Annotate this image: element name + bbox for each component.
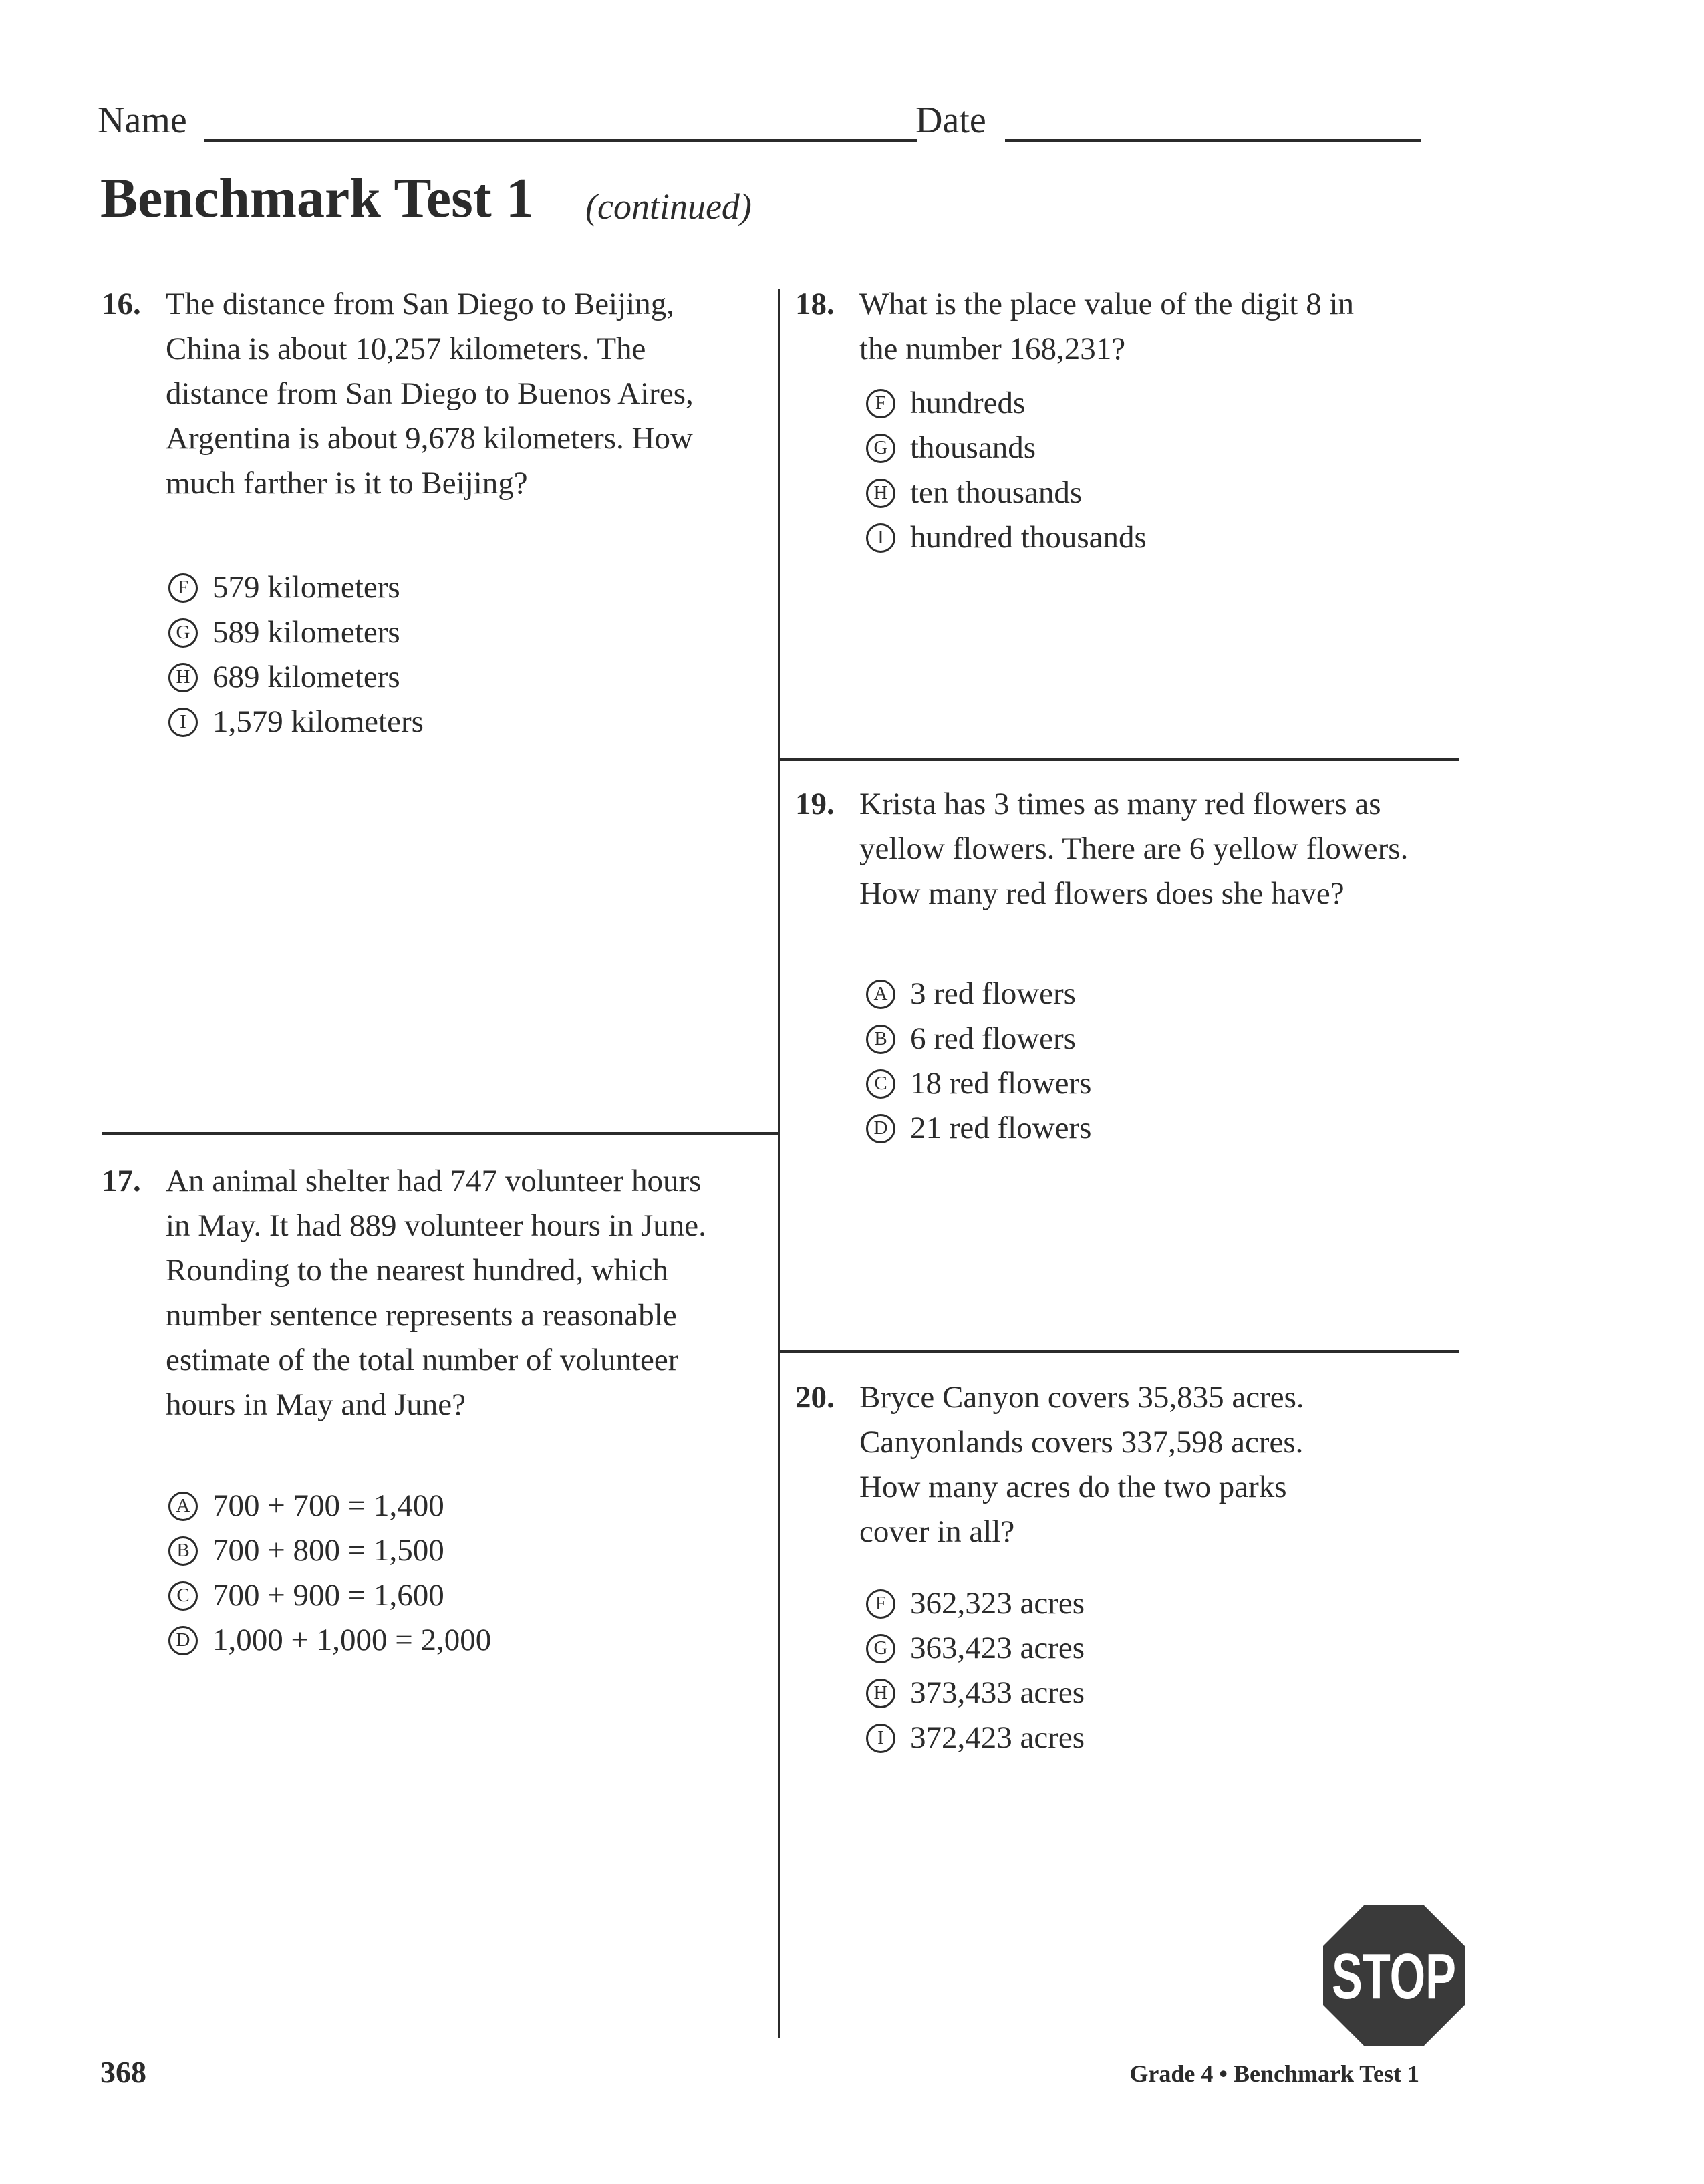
question-19 bbox=[795, 782, 1457, 916]
page-number: 368 bbox=[100, 2055, 146, 2089]
stem-line: Bryce Canyon covers 35,835 acres. bbox=[859, 1380, 1304, 1415]
bubble-icon[interactable]: A bbox=[866, 980, 895, 1009]
date-label: Date bbox=[915, 100, 986, 141]
choices-20 bbox=[866, 1581, 1085, 1760]
answer-choice[interactable] bbox=[866, 972, 1091, 1016]
bubble-icon[interactable]: G bbox=[866, 1634, 895, 1663]
choice-text: 689 kilometers bbox=[212, 660, 400, 694]
name-label: Name bbox=[98, 100, 187, 141]
answer-choice[interactable] bbox=[866, 470, 1147, 515]
footer-label: Grade 4 • Benchmark Test 1 bbox=[1129, 2060, 1419, 2087]
choice-text: 18 red flowers bbox=[910, 1066, 1092, 1101]
choice-text: 6 red flowers bbox=[910, 1021, 1076, 1056]
answer-choice[interactable] bbox=[866, 426, 1147, 470]
choice-text: 362,323 acres bbox=[910, 1586, 1085, 1621]
bubble-icon[interactable]: B bbox=[866, 1025, 895, 1054]
choice-text: 373,433 acres bbox=[910, 1675, 1085, 1710]
answer-choice[interactable] bbox=[866, 515, 1147, 560]
choice-text: hundred thousands bbox=[910, 520, 1147, 555]
stem-line: much farther is it to Beijing? bbox=[166, 466, 528, 501]
answer-choice[interactable] bbox=[866, 1106, 1091, 1151]
bubble-icon[interactable]: G bbox=[168, 618, 198, 648]
bubble-icon[interactable]: H bbox=[866, 479, 895, 508]
stem-line: estimate of the total number of volunteer bbox=[166, 1343, 679, 1377]
choice-text: 579 kilometers bbox=[212, 570, 400, 605]
stem-line: Rounding to the nearest hundred, which bbox=[166, 1253, 668, 1288]
answer-choice[interactable] bbox=[866, 1671, 1085, 1716]
bubble-icon[interactable]: C bbox=[866, 1069, 895, 1099]
bubble-icon[interactable]: D bbox=[168, 1626, 198, 1655]
page-title: Benchmark Test 1 bbox=[100, 167, 534, 229]
choice-text: 3 red flowers bbox=[910, 976, 1076, 1011]
bubble-icon[interactable]: I bbox=[168, 708, 198, 737]
choice-text: 1,579 kilometers bbox=[212, 704, 424, 739]
question-stem bbox=[859, 282, 1457, 372]
choice-text: 372,423 acres bbox=[910, 1720, 1085, 1755]
answer-choice[interactable] bbox=[866, 1581, 1085, 1626]
page-subtitle: (continued) bbox=[585, 186, 752, 227]
question-number: 16. bbox=[102, 287, 141, 321]
choice-text: 21 red flowers bbox=[910, 1111, 1092, 1145]
date-field[interactable] bbox=[1005, 139, 1421, 142]
question-16 bbox=[102, 282, 770, 506]
answer-choice[interactable] bbox=[168, 1484, 491, 1528]
stem-line: Canyonlands covers 337,598 acres. bbox=[859, 1425, 1304, 1460]
choices-17 bbox=[168, 1484, 491, 1663]
bubble-icon[interactable]: A bbox=[168, 1492, 198, 1521]
answer-choice[interactable] bbox=[168, 1528, 491, 1573]
question-17 bbox=[102, 1159, 770, 1427]
stem-line: number sentence represents a reasonable bbox=[166, 1298, 677, 1333]
question-18 bbox=[795, 282, 1457, 372]
stem-line: How many red flowers does she have? bbox=[859, 876, 1344, 911]
bubble-icon[interactable]: C bbox=[168, 1581, 198, 1611]
bubble-icon[interactable]: F bbox=[866, 1589, 895, 1619]
bubble-icon[interactable]: G bbox=[866, 434, 895, 463]
choice-text: ten thousands bbox=[910, 475, 1083, 510]
question-number: 18. bbox=[795, 287, 835, 321]
divider-16-17 bbox=[102, 1132, 778, 1135]
column-divider bbox=[778, 289, 780, 2038]
divider-19-20 bbox=[779, 1350, 1459, 1353]
question-number: 19. bbox=[795, 787, 835, 821]
choice-text: 700 + 700 = 1,400 bbox=[212, 1488, 444, 1523]
bubble-icon[interactable]: F bbox=[168, 573, 198, 603]
stop-sign-icon bbox=[1323, 1905, 1465, 2046]
choice-text: 700 + 800 = 1,500 bbox=[212, 1533, 444, 1568]
answer-choice[interactable] bbox=[866, 1061, 1091, 1106]
stem-line: yellow flowers. There are 6 yellow flowers. bbox=[859, 831, 1409, 866]
answer-choice[interactable] bbox=[168, 655, 424, 700]
question-stem bbox=[859, 782, 1457, 916]
name-field[interactable] bbox=[204, 139, 917, 142]
stop-label: STOP bbox=[1332, 1941, 1456, 2012]
choice-text: 1,000 + 1,000 = 2,000 bbox=[212, 1623, 492, 1657]
choice-text: 589 kilometers bbox=[212, 615, 400, 650]
stem-line: Argentina is about 9,678 kilometers. How bbox=[166, 421, 693, 456]
stem-line: distance from San Diego to Buenos Aires, bbox=[166, 376, 694, 411]
choice-text: 700 + 900 = 1,600 bbox=[212, 1578, 444, 1613]
question-stem bbox=[166, 1159, 770, 1427]
answer-choice[interactable] bbox=[168, 1618, 491, 1663]
answer-choice[interactable] bbox=[168, 700, 424, 744]
choice-text: hundreds bbox=[910, 386, 1026, 420]
stem-line: How many acres do the two parks bbox=[859, 1470, 1287, 1504]
bubble-icon[interactable]: D bbox=[866, 1114, 895, 1143]
bubble-icon[interactable]: I bbox=[866, 1724, 895, 1753]
stem-line: the number 168,231? bbox=[859, 331, 1126, 366]
stem-line: hours in May and June? bbox=[166, 1387, 466, 1422]
divider-18-19 bbox=[779, 758, 1459, 761]
stem-line: An animal shelter had 747 volunteer hours bbox=[166, 1164, 702, 1198]
stem-line: cover in all? bbox=[859, 1514, 1015, 1549]
bubble-icon[interactable]: H bbox=[168, 663, 198, 692]
question-stem bbox=[166, 282, 770, 506]
answer-choice[interactable] bbox=[866, 1626, 1085, 1671]
stem-line: Krista has 3 times as many red flowers as bbox=[859, 787, 1381, 821]
choices-16 bbox=[168, 565, 424, 744]
answer-choice[interactable] bbox=[866, 1716, 1085, 1760]
answer-choice[interactable] bbox=[866, 381, 1147, 426]
stem-line: in May. It had 889 volunteer hours in June. bbox=[166, 1208, 706, 1243]
stem-line: China is about 10,257 kilometers. The bbox=[166, 331, 646, 366]
choices-18 bbox=[866, 381, 1147, 560]
bubble-icon[interactable]: I bbox=[866, 523, 895, 553]
question-20 bbox=[795, 1375, 1457, 1554]
choice-text: 363,423 acres bbox=[910, 1631, 1085, 1665]
bubble-icon[interactable]: H bbox=[866, 1679, 895, 1708]
choices-19 bbox=[866, 972, 1091, 1151]
stem-line: What is the place value of the digit 8 in bbox=[859, 287, 1355, 321]
bubble-icon[interactable]: F bbox=[866, 389, 895, 418]
question-stem bbox=[859, 1375, 1457, 1554]
answer-choice[interactable] bbox=[168, 565, 424, 610]
bubble-icon[interactable]: B bbox=[168, 1536, 198, 1566]
answer-choice[interactable] bbox=[168, 1573, 491, 1618]
stem-line: The distance from San Diego to Beijing, bbox=[166, 287, 674, 321]
answer-choice[interactable] bbox=[168, 610, 424, 655]
question-number: 20. bbox=[795, 1380, 835, 1415]
answer-choice[interactable] bbox=[866, 1016, 1091, 1061]
question-number: 17. bbox=[102, 1164, 141, 1198]
choice-text: thousands bbox=[910, 430, 1036, 465]
